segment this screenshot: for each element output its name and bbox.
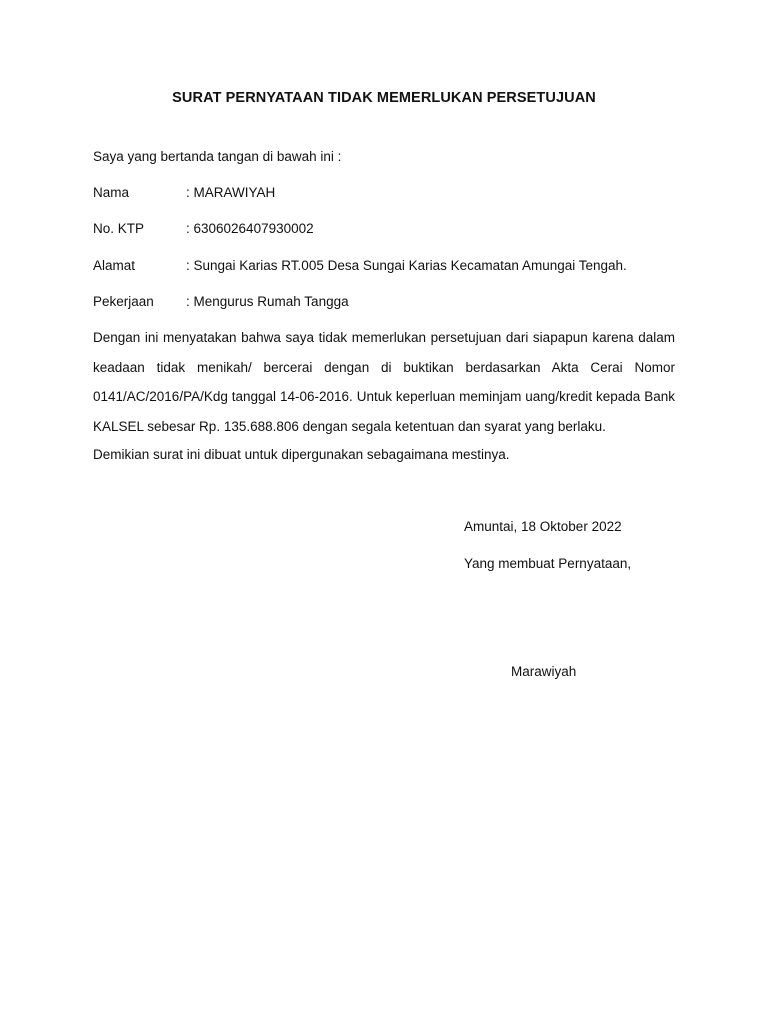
statement-paragraph: Dengan ini menyatakan bahwa saya tidak memerlukan persetujuan dari siapapun karena dalam keadaan tidak menikah/ bercerai dengan di buktikan berdasarkan Akta Cerai Nomor 0141/AC/2016/PA/Kdg tanggal 14-06-2016. Untuk keperluan meminjam uang/kredit kepada Bank KALSEL sebesar Rp. 135.688.806 dengan segala ketentuan dan syarat yang berlaku. xyxy=(93,330,675,434)
signer-label: Yang membuat Pernyataan, xyxy=(464,556,632,571)
intro-text: Saya yang bertanda tangan di bawah ini : xyxy=(93,149,342,164)
field-label-nama: Nama xyxy=(93,185,130,200)
field-value-ktp: : 6306026407930002 xyxy=(186,221,314,236)
closing-text: Demikian surat ini dibuat untuk dipergunakan sebagaimana mestinya. xyxy=(93,447,510,462)
place-date: Amuntai, 18 Oktober 2022 xyxy=(464,519,622,534)
document-title: SURAT PERNYATAAN TIDAK MEMERLUKAN PERSETUJUAN xyxy=(172,90,596,106)
field-label-pekerjaan: Pekerjaan xyxy=(93,294,154,309)
field-value-pekerjaan: : Mengurus Rumah Tangga xyxy=(186,294,349,309)
field-value-alamat: : Sungai Karias RT.005 Desa Sungai Karias Kecamatan Amungai Tengah. xyxy=(186,258,627,273)
signer-name: Marawiyah xyxy=(511,664,577,679)
field-value-nama: : MARAWIYAH xyxy=(186,185,276,200)
field-label-ktp: No. KTP xyxy=(93,221,145,236)
field-label-alamat: Alamat xyxy=(93,258,136,273)
